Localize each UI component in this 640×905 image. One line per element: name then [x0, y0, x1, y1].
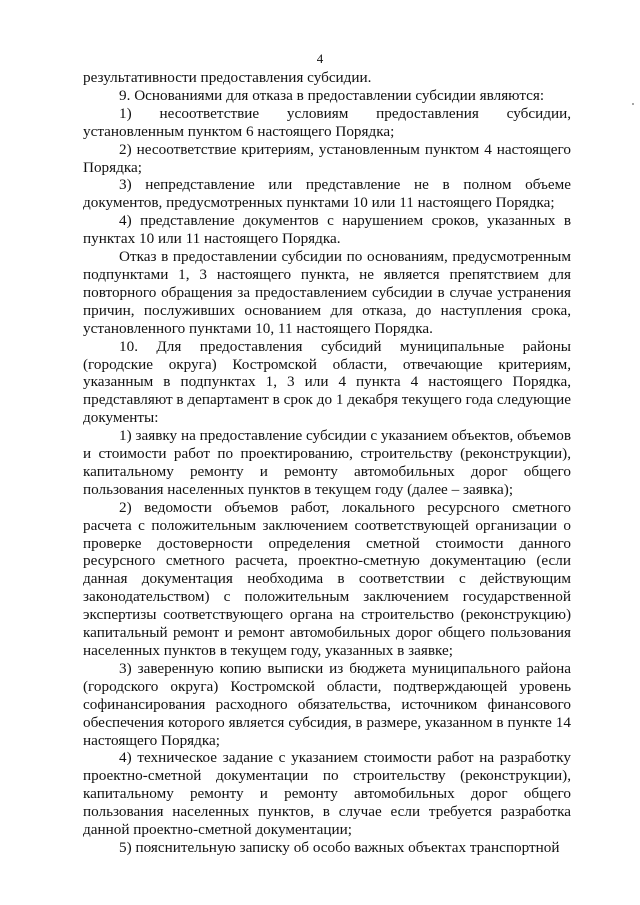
paragraph: результативности предоставления субсидии.: [83, 69, 372, 86]
paragraph: 3) заверенную копию выписки из бюджета муниципального района (городского округа) Костромской области, подтверждающей уровень софинансирования расходного обязательства, источником финансового обеспечения которого является субсидия, в размере, указанном в пункте 14 настоящего Порядка;: [83, 659, 571, 749]
scan-mark: [632, 103, 634, 105]
paragraph: Отказ в предоставлении субсидии по основаниям, предусмотренным подпунктами 1, 3 настоящего пункта, не является препятствием для повторного обращения за предоставлением субсидии в случае устранения причин, послуживших основанием для отказа, до наступления срока, установленного пунктами 10, 11 настоящего Порядка.: [83, 248, 571, 337]
paragraph: 4) техническое задание с указанием стоимости работ на разработку проектно-сметной документации по строительству (реконструкции), капитальному ремонту и ремонту автомобильных дорог общего пользования населенных пунктов, в случае если требуется разработка данной проектно-сметной документации;: [83, 749, 571, 839]
paragraph: 9. Основаниями для отказа в предоставлении субсидии являются:: [119, 86, 545, 104]
paragraph: 3) непредставление или представление не в полном объеме документов, предусмотренных пунктами 10 или 11 настоящего Порядка;: [83, 176, 571, 212]
paragraph: 1) несоответствие условиям предоставления субсидии, установленным пунктом 6 настоящего Порядка;: [83, 104, 571, 140]
document-body: [83, 69, 571, 857]
paragraph: 1) заявку на предоставление субсидии с указанием объектов, объемов и стоимости работ по проектированию, строительству (реконструкции), капитальному ремонту и ремонту автомобильных дорог общего пользования населенных пунктов в текущем году (далее – заявка);: [83, 427, 571, 498]
paragraph: 10. Для предоставления субсидий муниципальные районы (городские округа) Костромской области, отвечающие критериям, указанным в подпунктах 1, 3 или 4 пункта 4 настоящего Порядка, представляют в департамент в срок до 1 декабря текущего года следующие документы:: [83, 337, 571, 427]
paragraph: 2) ведомости объемов работ, локального ресурсного сметного расчета с положительным заключением соответствующей организации о проверке достоверности определения сметной стоимости данного ресурсного сметного расчета, проектно-сметную документацию (если данная документация необходима в соответствии с действующим законодательством) с положительным заключением государственной экспертизы соответствующего органа на строительство (реконструкцию) капитальный ремонт и ремонт автомобильных дорог общего пользования населенных пунктов в текущем году, указанных в заявке;: [83, 498, 571, 659]
paragraph: 5) пояснительную записку об особо важных объектах транспортной: [119, 838, 560, 856]
paragraph: 4) представление документов с нарушением сроков, указанных в пунктах 10 или 11 настоящего Порядка.: [83, 212, 571, 248]
paragraph: 2) несоответствие критериям, установленным пунктом 4 настоящего Порядка;: [83, 140, 571, 176]
page-number: 4: [316, 51, 324, 66]
